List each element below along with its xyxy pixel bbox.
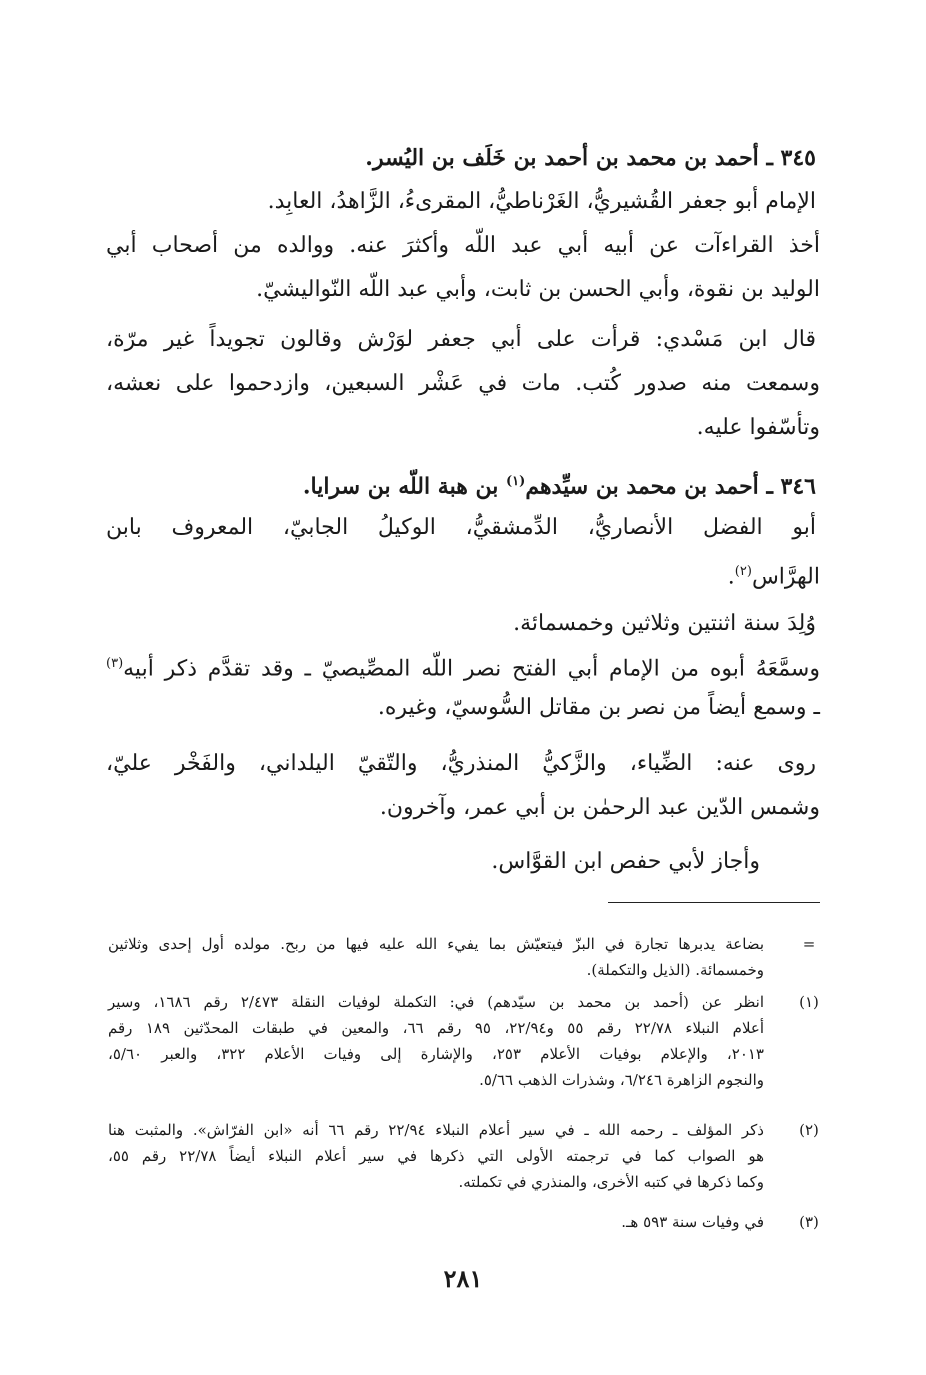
entry-346-heading-part-a: ٣٤٦ ـ أحمد بن محمد بن سيِّدهم bbox=[525, 473, 816, 500]
entry-346-heading-part-b: بن هبة اللّه بن سرايا. bbox=[302, 473, 507, 500]
entry-346-line-7: وشمس الدّين عبد الرحمٰن بن أبي عمر، وآخرون. bbox=[379, 795, 820, 820]
entry-346-line-3: وُلِدَ سنة اثنتين وثلاثين وخمسمائة. bbox=[513, 611, 816, 636]
footnote-continuation-line-2: وخمسمائة. (الذيل والتكملة). bbox=[586, 961, 764, 979]
footnote-2-mark: (٢) bbox=[799, 1121, 819, 1139]
entry-345-line-3: الوليد بن نقوة، وأبي الحسن بن ثابت، وأبي عبد اللّه النّواليشيّ. bbox=[256, 277, 820, 302]
entry-345-line-4: قال ابن مَسْدي: قرأت على أبي جعفر لوَرْش وقالون تجويداً غير مرّة، bbox=[106, 327, 816, 352]
entry-346-line-4-text: وسمَّعَهُ أبوه من الإمام أبي الفتح نصر اللّه المصِّيصيّ ـ وقد تقدَّم ذكر أبيه bbox=[123, 656, 820, 682]
footnote-continuation-line-1: بضاعة يدبرها تجارة في البزّ فيتعيّش بما يفيء الله عليه فيها من ربح. مولده أول إحدى وثلاثين bbox=[108, 935, 764, 953]
entry-346-line-8: وأجاز لأبي حفص ابن القوَّاس. bbox=[491, 849, 760, 874]
entry-346-line-1: أبو الفضل الأنصاريُّ، الدِّمشقيُّ، الوكيلُ الجابيّ، المعروف بابن bbox=[106, 515, 816, 540]
entry-346-line-2-text: الهرَّاس bbox=[751, 564, 820, 590]
page-number: ٢٨١ bbox=[443, 1264, 483, 1293]
footnote-2-line-2: هو الصواب كما في ترجمته الأولى التي ذكرها في سير أعلام النبلاء أيضاً ٢٢/٧٨ رقم ٥٥، bbox=[108, 1147, 764, 1165]
entry-346-line-2-end: . bbox=[727, 564, 735, 590]
footnote-2-line-3: وكما ذكرها في كتبه الأخرى، والمنذري في تكملته. bbox=[458, 1173, 764, 1191]
footnote-continuation-mark: = bbox=[802, 935, 816, 953]
entry-346-heading bbox=[102, 462, 816, 506]
footnote-3-mark: (٣) bbox=[799, 1213, 819, 1231]
footnote-ref-1: (١) bbox=[506, 474, 526, 489]
footnote-ref-2: (٢) bbox=[734, 564, 752, 579]
entry-346-line-2 bbox=[106, 552, 820, 597]
footnote-separator bbox=[608, 902, 820, 903]
footnote-1-line-4: والنجوم الزاهرة ٦/٢٤٦، وشذرات الذهب ٥/٦٦. bbox=[479, 1071, 764, 1089]
footnote-3-line-1: في وفيات سنة ٥٩٣ هـ. bbox=[621, 1213, 764, 1231]
footnote-1-line-1: انظر عن (أحمد بن محمد بن سيّدهم) في: التكملة لوفيات النقلة ٢/٤٧٣ رقم ١٦٨٦، وسير bbox=[108, 993, 764, 1011]
footnote-1-mark: (١) bbox=[799, 993, 819, 1011]
entry-345-line-1: الإمام أبو جعفر القُشيريُّ، الغَرْناطيُّ، المقرىءُ، الزَّاهدُ، العابِد. bbox=[267, 189, 816, 214]
footnote-ref-3: (٣) bbox=[106, 656, 124, 671]
entry-345-line-2: أخذ القراءآت عن أبيه أبي عبد اللّه وأكثرَ عنه. ووالده من أصحاب أبي bbox=[106, 233, 820, 258]
footnote-1-line-3: ٢٠١٣، والإعلام بوفيات الأعلام ٢٥٣، والإشارة إلى وفيات الأعلام ٣٢٢، والعبر ٥/٦٠، bbox=[108, 1045, 764, 1063]
entry-346-line-4 bbox=[106, 644, 820, 689]
entry-345-line-5: وسمعت منه صدور كُتب. مات في عَشْر السبعين، وازدحموا على نعشه، bbox=[106, 371, 820, 396]
footnote-2-line-1: ذكر المؤلف ـ رحمه الله ـ في سير أعلام النبلاء ٢٢/٩٤ رقم ٦٦ أنه «ابن الفرّاش». والمثبت هنا bbox=[108, 1121, 764, 1139]
footnote-1-line-2: أعلام النبلاء ٢٢/٧٨ رقم ٥٥ و٢٢/٩٤، ٩٥ رقم ٦٦، والمعين في طبقات المحدّثين ١٨٩ رقم bbox=[108, 1019, 765, 1037]
entry-345-heading: ٣٤٥ ـ أحمد بن محمد بن أحمد بن خَلَف بن اليُسر. bbox=[365, 145, 816, 171]
entry-346-line-6: روى عنه: الضِّياء، والزَّكيُّ المنذريُّ، والتّقيّ اليلداني، والفَخْر عليّ، bbox=[106, 751, 816, 776]
entry-345-line-6: وتأسّفوا عليه. bbox=[696, 415, 820, 440]
entry-346-line-5: ـ وسمع أيضاً من نصر بن مقاتل السُّوسيّ، وغيره. bbox=[377, 695, 820, 720]
